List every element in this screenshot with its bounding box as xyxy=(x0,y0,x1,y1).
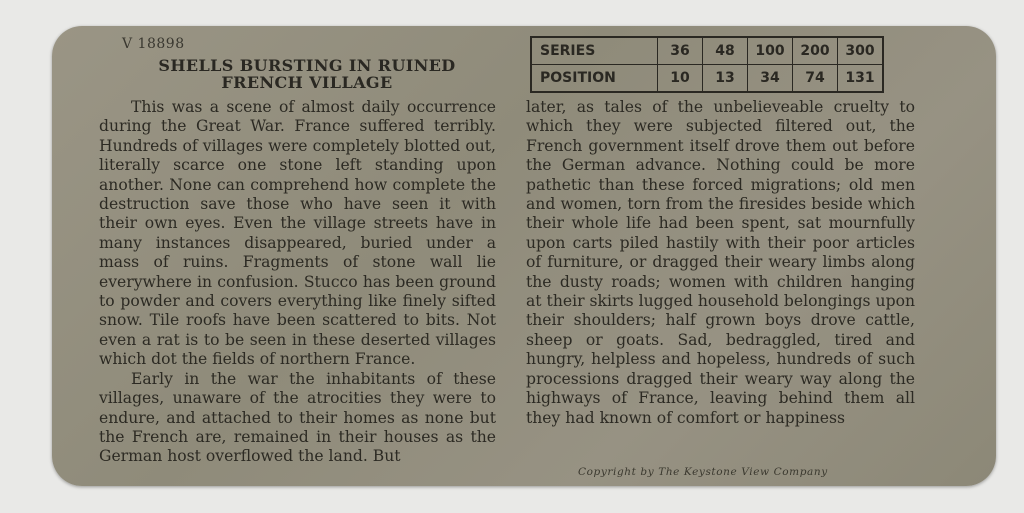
text-column-left xyxy=(99,98,496,467)
series-cell: 36 xyxy=(658,37,703,65)
series-label: SERIES xyxy=(531,37,658,65)
copyright-line: Copyright by The Keystone View Company xyxy=(578,466,828,478)
card-title: SHELLS BURSTING IN RUINED FRENCH VILLAGE xyxy=(158,56,456,92)
position-label: POSITION xyxy=(531,65,658,93)
stereoview-card-back xyxy=(52,26,996,486)
series-cell: 100 xyxy=(748,37,793,65)
text-column-right xyxy=(526,98,915,428)
position-cell: 13 xyxy=(703,65,748,93)
body-paragraph: later, as tales of the unbelieveable cruelty to which they were subjected filtered out, the French government itself drove them out before the German advance. Nothing could be more pathetic than these forced migrations; old men and women, torn from the firesides beside which their whole life had been spent, sat mournfully upon carts piled hastily with their poor articles of furniture, or dragged their weary limbs along the dusty roads; women with children hanging at their skirts lugged household belongings upon their shoulders; half grown boys drove cattle, sheep or goats. Sad, bedraggled, tired and hungry, helpless and hopeless, hundreds of such processions dragged their weary way along the highways of France, leaving behind them all they had known of comfort or happiness xyxy=(526,98,915,427)
position-cell: 74 xyxy=(793,65,838,93)
series-cell: 200 xyxy=(793,37,838,65)
series-cell: 300 xyxy=(838,37,884,65)
series-cell: 48 xyxy=(703,37,748,65)
position-cell: 10 xyxy=(658,65,703,93)
series-position-table xyxy=(530,36,884,93)
position-cell: 131 xyxy=(838,65,884,93)
catalog-number: V 18898 xyxy=(122,36,185,52)
body-paragraph: This was a scene of almost daily occurrence during the Great War. France suffered terribly. Hundreds of villages were completely blotted out, literally scarce one stone left standing upon another. None can comprehend how complete the destruction save those who have seen it with their own eyes. Even the village streets have in many instances disappeared, buried under a mass of ruins. Fragments of stone wall lie everywhere in confusion. Stucco has been ground to powder and covers everything like finely sifted snow. Tile roofs have been scattered to bits. Not even a rat is to be seen in these deserted villages which dot the fields of northern France. xyxy=(99,98,496,369)
position-row xyxy=(531,65,883,93)
position-cell: 34 xyxy=(748,65,793,93)
body-paragraph: Early in the war the inhabitants of these villages, unaware of the atrocities they were to endure, and attached to their homes as none but the French are, remained in their houses as the German host overflowed the land. But xyxy=(99,369,496,466)
series-row xyxy=(531,37,883,65)
